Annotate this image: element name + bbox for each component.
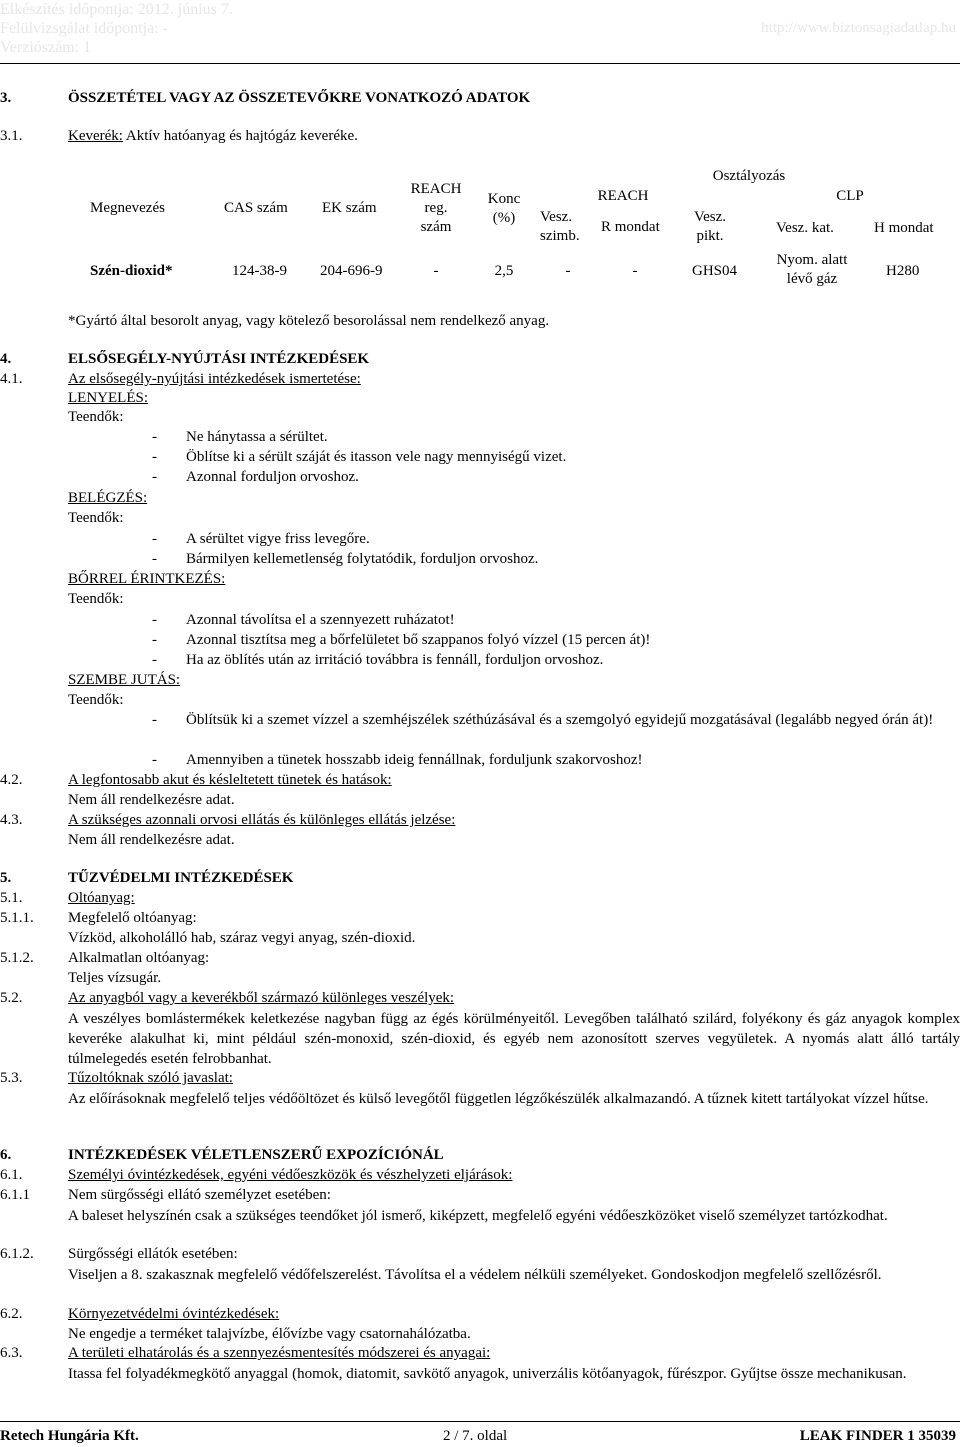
szembe-item: Öblítsük ki a szemet vízzel a szemhéjszélek széthúzásával és a szemgolyó egyidejű mozgatásával (legalább negyed órán át)! — [186, 712, 934, 728]
section-4-1-title: Az elsősegély-nyújtási intézkedések ismertetése: — [68, 371, 361, 387]
section-6-2-title: Környezetvédelmi óvintézkedések: — [68, 1306, 280, 1322]
bullet-dash: - — [152, 752, 157, 768]
footer-company: Retech Hungária Kft. — [0, 1428, 139, 1444]
row-ek: 204-696-9 — [320, 263, 383, 279]
section-6-1-number: 6.1. — [0, 1167, 23, 1183]
belegzes-heading: BELÉGZÉS: — [68, 490, 148, 506]
section-3-title: ÖSSZETÉTEL VAGY AZ ÖSSZETEVŐKRE VONATKOZÓ ADATOK — [68, 90, 531, 106]
belegzes-item: A sérültet vigye friss levegőre. — [186, 531, 370, 547]
col-header-vesz-pikt-2: pikt. — [696, 228, 724, 244]
section-5-1-2-text: Teljes vízsugár. — [68, 970, 162, 986]
section-5-1-1-title: Megfelelő oltóanyag: — [68, 910, 197, 926]
section-6-3-number: 6.3. — [0, 1345, 23, 1361]
section-6-1-title: Személyi óvintézkedések, egyéni védőeszközök és vészhelyzeti eljárások: — [68, 1167, 513, 1183]
section-6-number: 6. — [0, 1147, 12, 1163]
row-konc: 2,5 — [494, 263, 514, 279]
section-4-3-number: 4.3. — [0, 812, 23, 828]
section-6-2-number: 6.2. — [0, 1306, 23, 1322]
lenyeles-item: Azonnal forduljon orvoshoz. — [186, 469, 359, 485]
row-r-mondat: - — [632, 263, 638, 279]
row-vesz-kat-1: Nyom. alatt — [776, 252, 848, 268]
row-vesz-kat-2: lévő gáz — [786, 271, 838, 287]
section-4-2-number: 4.2. — [0, 772, 23, 788]
section-5-1-2-title: Alkalmatlan oltóanyag: — [68, 950, 210, 966]
col-header-h-mondat: H mondat — [874, 220, 934, 236]
section-5-2-title: Az anyagból vagy a keverékből származó különleges veszélyek: — [68, 990, 455, 1006]
section-5-1-number: 5.1. — [0, 890, 23, 906]
col-header-ek: EK szám — [322, 200, 377, 216]
bullet-dash: - — [152, 652, 157, 668]
col-header-vesz-pikt-1: Vesz. — [693, 209, 727, 225]
section-6-1-1-title: Nem sürgősségi ellátó személyzet esetében: — [68, 1187, 331, 1203]
section-5-number: 5. — [0, 870, 12, 886]
section-4-1-number: 4.1. — [0, 371, 23, 387]
col-header-reach-group: REACH — [597, 188, 649, 204]
header-version: Verziószám: 1 — [0, 39, 92, 56]
col-header-reach-3: szám — [420, 219, 452, 235]
col-header-konc-1: Konc — [487, 191, 521, 207]
col-header-classification: Osztályozás — [712, 168, 786, 184]
header-created-date: Elkészítés időpontja: 2012. június 7. — [0, 1, 233, 18]
row-h-mondat: H280 — [886, 263, 920, 279]
lenyeles-teendok: Teendők: — [68, 409, 124, 425]
section-4-3-text: Nem áll rendelkezésre adat. — [68, 832, 235, 848]
lenyeles-heading: LENYELÉS: — [68, 390, 148, 406]
bullet-dash: - — [152, 469, 157, 485]
section-5-3-title: Tűzoltóknak szóló javaslat: — [68, 1070, 233, 1086]
lenyeles-item: Ne hánytassa a sérültet. — [186, 429, 328, 445]
borrel-heading: BŐRREL ÉRINTKEZÉS: — [68, 571, 226, 587]
section-6-1-2-number: 6.1.2. — [0, 1246, 34, 1262]
col-header-reach-1: REACH — [410, 181, 462, 197]
borrel-teendok: Teendők: — [68, 591, 124, 607]
header-url-link[interactable]: http://www.biztonsagiadatlap.hu — [761, 20, 956, 36]
section-3-1-label: Keverék: — [68, 128, 123, 144]
section-6-1-1-number: 6.1.1 — [0, 1187, 30, 1203]
section-5-1-1-number: 5.1.1. — [0, 910, 34, 926]
section-4-2-text: Nem áll rendelkezésre adat. — [68, 792, 235, 808]
section-6-3-text: Itassa fel folyadékmegkötő anyaggal (homok, diatomit, savkötő anyagok, univerzális kötőanyagok, fűrészpor. Gyűjtse össze mechanikusan. — [68, 1366, 907, 1382]
bullet-dash: - — [152, 531, 157, 547]
borrel-item: Ha az öblítés után az irritáció továbbra is fennáll, forduljon orvoshoz. — [186, 652, 604, 668]
header-rule — [0, 63, 960, 64]
section-6-1-2-title: Sürgősségi ellátók esetében: — [68, 1246, 238, 1262]
szembe-item: Amennyiben a tünetek hosszabb ideig fennállnak, forduljunk szakorvoshoz! — [186, 752, 643, 768]
col-header-cas: CAS szám — [224, 200, 288, 216]
bullet-dash: - — [152, 429, 157, 445]
section-4-3-title: A szükséges azonnali orvosi ellátás és különleges ellátás jelzése: — [68, 812, 456, 828]
footer-rule — [0, 1421, 960, 1422]
col-header-reach-2: reg. — [424, 200, 448, 216]
szembe-teendok: Teendők: — [68, 692, 124, 708]
col-header-vesz-szimb-2: szimb. — [540, 228, 580, 244]
bullet-dash: - — [152, 449, 157, 465]
col-header-name: Megnevezés — [90, 200, 165, 216]
section-4-title: ELSŐSEGÉLY-NYÚJTÁSI INTÉZKEDÉSEK — [68, 351, 370, 367]
section-6-2-text: Ne engedje a terméket talajvízbe, élővízbe vagy csatornahálózatba. — [68, 1326, 471, 1342]
section-4-2-title: A legfontosabb akut és késleltetett tünetek és hatások: — [68, 772, 392, 788]
section-5-1-2-number: 5.1.2. — [0, 950, 34, 966]
composition-footnote: *Gyártó által besorolt anyag, vagy kötelező besorolással nem rendelkező anyag. — [68, 313, 550, 329]
section-6-3-title: A területi elhatárolás és a szennyezésmentesítés módszerei és anyagai: — [68, 1345, 491, 1361]
row-vesz-pikt: GHS04 — [692, 263, 738, 279]
section-3-1-text — [68, 127, 358, 146]
section-3-number: 3. — [0, 90, 12, 106]
col-header-vesz-kat: Vesz. kat. — [776, 220, 834, 236]
lenyeles-item: Öblítse ki a sérült száját és itasson vele nagy mennyiségű vizet. — [186, 449, 567, 465]
footer-page-number: 2 / 7. oldal — [443, 1428, 508, 1444]
section-6-1-2-text: Viseljen a 8. szakasznak megfelelő védőfelszerelést. Távolítsa el a védelem nélküli személyeket. Gondoskodjon megfelelő szellőzésről. — [68, 1267, 882, 1283]
col-header-r-mondat: R mondat — [601, 219, 660, 235]
section-5-2-number: 5.2. — [0, 990, 23, 1006]
section-5-3-number: 5.3. — [0, 1070, 23, 1086]
section-6-title: INTÉZKEDÉSEK VÉLETLENSZERŰ EXPOZÍCIÓNÁL — [68, 1147, 444, 1163]
section-5-1-1-text: Vízköd, alkoholálló hab, száraz vegyi anyag, szén-dioxid. — [68, 930, 416, 946]
bullet-dash: - — [152, 612, 157, 628]
section-5-title: TŰZVÉDELMI INTÉZKEDÉSEK — [68, 870, 294, 886]
bullet-dash: - — [152, 712, 157, 728]
row-substance-name: Szén-dioxid* — [90, 263, 173, 279]
row-cas: 124-38-9 — [232, 263, 287, 279]
belegzes-item: Bármilyen kellemetlenség folytatódik, forduljon orvoshoz. — [186, 551, 539, 567]
section-3-1-number: 3.1. — [0, 128, 23, 144]
col-header-vesz-szimb-1: Vesz. — [540, 209, 573, 225]
row-reach: - — [433, 263, 439, 279]
section-6-1-1-text: A baleset helyszínén csak a szükséges teendőket jól ismerő, kiképzett, megfelelő egyéni védőeszközöket viselő személyzet tartózkodhat. — [68, 1208, 888, 1224]
szembe-heading: SZEMBE JUTÁS: — [68, 672, 181, 688]
section-4-number: 4. — [0, 351, 12, 367]
section-5-3-text: Az előírásoknak megfelelő teljes védőöltözet és külső levegőtől független légzőkészülék alkalmazandó. A tűznek kitett tartályokat vízzel hűtse. — [68, 1091, 929, 1107]
header-review-date: Felülvizsgálat időpontja: - — [0, 20, 168, 37]
section-5-1-title: Oltóanyag: — [68, 890, 135, 906]
footer-product: LEAK FINDER 1 35039 — [799, 1428, 956, 1444]
bullet-dash: - — [152, 632, 157, 648]
section-5-2-text: A veszélyes bomlástermékek keletkezése nagyban függ az égés körülményeitől. Levegőben található szilárd, folyékony és gáz anyagok komplex keveréke alakulhat ki, mint például szén-monoxid, szén-dioxid, és egyéb nem azonosított szerves vegyületek. A nyomás alatt álló tartály túlmelegedés esetén felrobbanhat. — [68, 1011, 960, 1067]
borrel-item: Azonnal távolítsa el a szennyezett ruházatot! — [186, 612, 455, 628]
belegzes-teendok: Teendők: — [68, 510, 124, 526]
bullet-dash: - — [152, 551, 157, 567]
section-3-1-content: Aktív hatóanyag és hajtógáz keveréke. — [122, 128, 358, 144]
borrel-item: Azonnal tisztítsa meg a bőrfelületet bő szappanos folyó vízzel (15 percen át)! — [186, 632, 651, 648]
col-header-konc-2: (%) — [492, 210, 516, 226]
col-header-clp-group: CLP — [836, 188, 864, 204]
row-vesz-szimb: - — [565, 263, 571, 279]
